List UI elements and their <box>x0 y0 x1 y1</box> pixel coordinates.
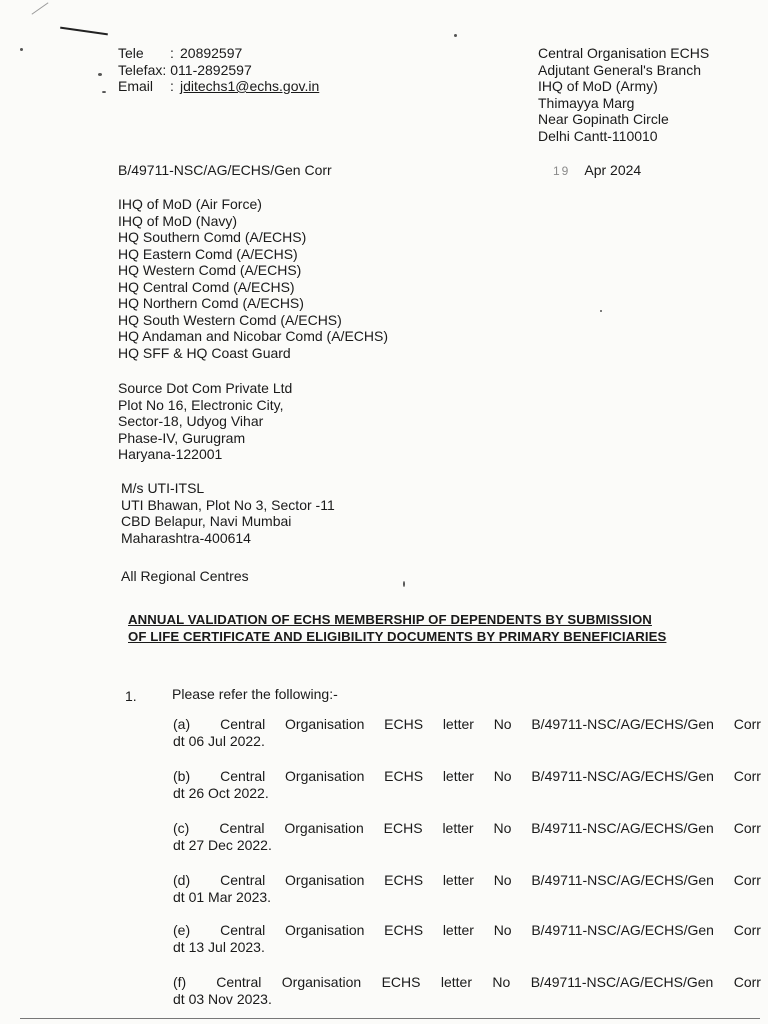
tele-value: 20892597 <box>180 45 243 61</box>
addressee-line: HQ Western Comd (A/ECHS) <box>118 262 302 278</box>
ref-word: Corr <box>733 768 761 784</box>
ref-word: Central <box>220 716 266 732</box>
org-line: Central Organisation ECHS <box>538 45 710 61</box>
addressee-line: HQ Central Comd (A/ECHS) <box>118 278 295 295</box>
addressee-line: Maharashtra-400614 <box>121 529 251 546</box>
addressee-uti-itsl <box>121 480 335 546</box>
reference-item <box>173 820 761 854</box>
reference-item <box>173 716 761 750</box>
ref-word: Corr <box>733 872 761 888</box>
ref-word: Corr <box>733 716 761 732</box>
ref-word: ECHS <box>381 974 421 990</box>
addressee-line: Haryana-122001 <box>118 446 223 462</box>
ref-word: ECHS <box>384 716 424 732</box>
addressee-regional-centres: All Regional Centres <box>121 568 249 584</box>
ref-word: letter <box>442 922 474 938</box>
scan-speck <box>20 48 23 51</box>
org-line: Near Gopinath Circle <box>538 111 669 127</box>
ref-date: dt 06 Jul 2022. <box>173 733 265 749</box>
org-line: IHQ of MoD (Army) <box>538 78 658 94</box>
tele-label: Tele <box>118 45 144 61</box>
ref-word: letter <box>442 768 474 784</box>
ref-word: No <box>493 872 512 888</box>
addressee-line: HQ South Western Comd (A/ECHS) <box>118 311 342 328</box>
ref-word: Central <box>216 974 262 990</box>
addressee-source-dot-com <box>118 380 292 463</box>
paragraph-intro: Please refer the following:- <box>172 686 338 702</box>
ref-date: dt 03 Nov 2023. <box>173 991 272 1007</box>
ref-label: (c) <box>173 820 190 836</box>
org-line: Thimayya Marg <box>538 94 635 111</box>
ref-date: dt 27 Dec 2022. <box>173 837 272 853</box>
addressee-line: HQ Southern Comd (A/ECHS) <box>118 229 307 245</box>
ref-word: B/49711-NSC/AG/ECHS/Gen <box>531 716 714 732</box>
ref-label: (b) <box>173 768 191 784</box>
ref-date: dt 13 Jul 2023. <box>173 939 265 955</box>
email-label: Email <box>118 78 154 94</box>
ref-word: Central <box>220 922 266 938</box>
tele-row: Tele : 20892597 <box>118 45 243 61</box>
ref-word: letter <box>442 716 474 732</box>
ref-word: Central <box>220 768 266 784</box>
org-line: Adjutant General's Branch <box>538 61 701 78</box>
telefax-row <box>118 62 319 79</box>
telefax-value: 011-2892597 <box>170 61 252 78</box>
contact-block <box>118 45 319 95</box>
ref-word: letter <box>442 820 474 836</box>
ref-word: Organisation <box>285 872 365 888</box>
ref-word: letter <box>442 872 474 888</box>
ref-word: ECHS <box>384 768 424 784</box>
addressee-line: CBD Belapur, Navi Mumbai <box>121 513 292 529</box>
scan-speck <box>403 581 405 587</box>
ref-word: B/49711-NSC/AG/ECHS/Gen <box>531 872 714 888</box>
ref-word: No <box>493 922 512 938</box>
ref-word: letter <box>440 974 472 990</box>
ref-word: No <box>493 716 512 732</box>
ref-word: ECHS <box>384 922 424 938</box>
ref-word: No <box>493 820 512 836</box>
reference-item <box>173 768 761 802</box>
scan-speck <box>454 34 457 37</box>
ref-word: Corr <box>733 974 761 990</box>
addressee-line: Plot No 16, Electronic City, <box>118 396 284 413</box>
addressee-line: Phase-IV, Gurugram <box>118 429 246 446</box>
ref-text <box>220 716 761 733</box>
org-line: Delhi Cantt-110010 <box>538 127 658 144</box>
ref-word: ECHS <box>383 820 423 836</box>
paragraph-number: 1. <box>125 688 137 704</box>
ref-text <box>220 872 761 889</box>
addressee-line: HQ Eastern Comd (A/ECHS) <box>118 245 298 262</box>
ref-word: Organisation <box>284 820 364 836</box>
ref-date: dt 01 Mar 2023. <box>173 889 272 905</box>
letter-date <box>553 162 641 180</box>
ref-word: Organisation <box>281 974 362 990</box>
scan-mark <box>60 27 108 36</box>
scan-speck <box>98 73 102 76</box>
reference-number: B/49711-NSC/AG/ECHS/Gen Corr <box>118 162 332 178</box>
ref-word: Organisation <box>285 922 365 938</box>
bottom-rule <box>20 1018 760 1019</box>
ref-word: B/49711-NSC/AG/ECHS/Gen <box>530 974 714 990</box>
ref-label: (f) <box>173 974 187 990</box>
ref-word: B/49711-NSC/AG/ECHS/Gen <box>531 768 714 784</box>
ref-word: Organisation <box>285 768 365 784</box>
ref-text <box>219 820 761 837</box>
scan-speck <box>102 91 106 93</box>
scan-speck <box>600 310 602 312</box>
date-month-year: Apr 2024 <box>584 162 642 178</box>
scan-mark <box>32 2 49 14</box>
addressee-line: Sector-18, Udyog Vihar <box>118 413 264 429</box>
ref-word: Corr <box>733 922 761 938</box>
ref-text <box>220 922 761 939</box>
ref-word: Central <box>219 820 265 836</box>
addressee-line: HQ SFF & HQ Coast Guard <box>118 344 291 361</box>
org-address <box>538 45 709 144</box>
addressee-line: HQ Northern Comd (A/ECHS) <box>118 295 304 311</box>
addressee-line: HQ Andaman and Nicobar Comd (A/ECHS) <box>118 328 388 344</box>
addressee-line: IHQ of MoD (Air Force) <box>118 196 262 212</box>
addressee-line: Source Dot Com Private Ltd <box>118 380 293 396</box>
date-day: 19 <box>553 164 571 178</box>
ref-label: (a) <box>173 716 191 732</box>
ref-word: Central <box>220 872 266 888</box>
ref-date: dt 26 Oct 2022. <box>173 785 269 801</box>
subject-heading <box>128 611 760 645</box>
ref-word: No <box>493 768 512 784</box>
ref-word: Organisation <box>285 716 365 732</box>
ref-text <box>220 768 761 785</box>
addressees-hq <box>118 196 388 361</box>
email-link[interactable]: jditechs1@echs.gov.in <box>180 78 320 94</box>
ref-word: B/49711-NSC/AG/ECHS/Gen <box>531 922 714 938</box>
reference-item <box>173 974 761 1008</box>
ref-word: B/49711-NSC/AG/ECHS/Gen <box>531 820 714 836</box>
telefax-label: Telefax: <box>118 61 167 78</box>
ref-word: ECHS <box>384 872 424 888</box>
addressee-line: M/s UTI-ITSL <box>121 480 205 496</box>
addressee-line: IHQ of MoD (Navy) <box>118 212 238 229</box>
reference-item <box>173 872 761 906</box>
email-row: Email : jditechs1@echs.gov.in <box>118 78 320 94</box>
subject-line: ANNUAL VALIDATION OF ECHS MEMBERSHIP OF DEPENDENTS BY SUBMISSION <box>128 612 652 627</box>
reference-item <box>173 922 761 956</box>
subject-line: OF LIFE CERTIFICATE AND ELIGIBILITY DOCUMENTS BY PRIMARY BENEFICIARIES <box>128 629 667 644</box>
ref-label: (d) <box>173 872 191 888</box>
ref-word: No <box>492 974 511 990</box>
ref-word: Corr <box>733 820 761 836</box>
addressee-line: UTI Bhawan, Plot No 3, Sector -11 <box>121 496 335 513</box>
ref-label: (e) <box>173 922 191 938</box>
ref-text <box>216 974 761 991</box>
